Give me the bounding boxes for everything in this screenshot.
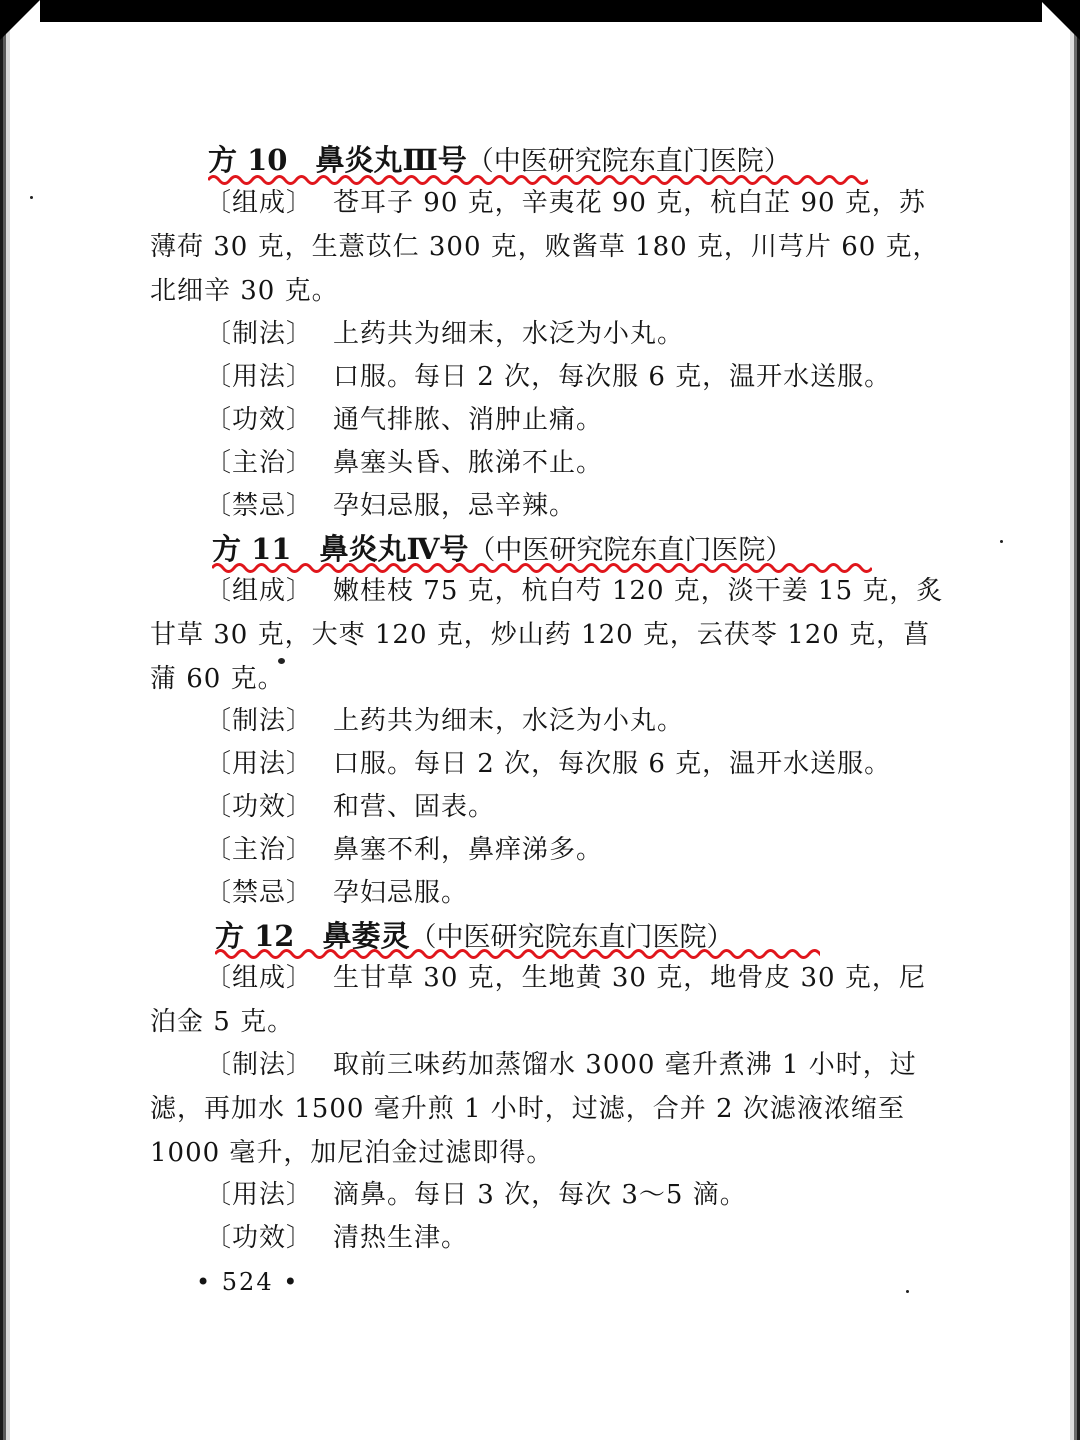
field-text: 苍耳子 90 克，辛夷花 90 克，杭白芷 90 克，苏 xyxy=(333,188,926,218)
field-text: 孕妇忌服。 xyxy=(333,878,469,908)
text-line xyxy=(205,746,1005,782)
field-text: 蒲 60 克。 xyxy=(150,664,285,694)
text-line xyxy=(150,1091,950,1127)
text-line xyxy=(205,1047,1005,1083)
field-label: 〔功效〕 xyxy=(205,1223,314,1253)
text-line xyxy=(205,703,1005,739)
field-label: 〔制法〕 xyxy=(205,319,314,349)
field-label: 〔制法〕 xyxy=(205,706,314,736)
text-line xyxy=(205,1177,1005,1213)
text-line xyxy=(150,273,950,309)
section-name: 鼻炎丸Ⅲ号 xyxy=(315,143,467,177)
field-label: 〔用法〕 xyxy=(205,1180,314,1210)
text-line xyxy=(205,185,1005,221)
section-name: 鼻炎丸Ⅳ号 xyxy=(319,532,469,566)
field-label: 〔功效〕 xyxy=(205,405,314,435)
text-line xyxy=(205,1220,1005,1256)
field-text: 口服。每日 2 次，每次服 6 克，温开水送服。 xyxy=(333,749,892,779)
field-label: 〔功效〕 xyxy=(205,792,314,822)
field-label: 〔用法〕 xyxy=(205,749,314,779)
field-label: 〔主治〕 xyxy=(205,448,314,478)
text-line xyxy=(205,402,1005,438)
field-text: 上药共为细末，水泛为小丸。 xyxy=(333,706,685,736)
text-line xyxy=(205,445,1005,481)
field-text: 滴鼻。每日 3 次，每次 3～5 滴。 xyxy=(333,1180,747,1210)
scan-speck xyxy=(1000,540,1003,543)
field-label: 〔制法〕 xyxy=(205,1050,314,1080)
field-text: 孕妇忌服，忌辛辣。 xyxy=(333,491,577,521)
field-label: 〔禁忌〕 xyxy=(205,878,314,908)
field-text: 清热生津。 xyxy=(333,1223,469,1253)
field-text: 取前三味药加蒸馏水 3000 毫升煮沸 1 小时，过 xyxy=(333,1050,917,1080)
field-text: 滤，再加水 1500 毫升煎 1 小时，过滤，合并 2 次滤液浓缩至 xyxy=(150,1094,905,1124)
field-text: 1000 毫升，加尼泊金过滤即得。 xyxy=(150,1138,554,1168)
section-org: （中医研究院东直门医院） xyxy=(468,535,793,566)
field-text: 鼻塞头昏、脓涕不止。 xyxy=(333,448,604,478)
field-text: 北细辛 30 克。 xyxy=(150,276,339,306)
field-text: 上药共为细末，水泛为小丸。 xyxy=(333,319,685,349)
section-number: 方 10 xyxy=(208,143,288,177)
text-line xyxy=(205,875,1005,911)
text-line xyxy=(205,488,1005,524)
field-label: 〔禁忌〕 xyxy=(205,491,314,521)
field-text: 嫩桂枝 75 克，杭白芍 120 克，淡干姜 15 克，炙 xyxy=(333,576,944,606)
field-label: 〔组成〕 xyxy=(205,188,314,218)
field-label: 〔组成〕 xyxy=(205,576,314,606)
field-text: 通气排脓、消肿止痛。 xyxy=(333,405,604,435)
field-text: 泊金 5 克。 xyxy=(150,1007,295,1037)
field-label: 〔用法〕 xyxy=(205,362,314,392)
section-org: （中医研究院东直门医院） xyxy=(466,146,791,177)
field-text: 和营、固表。 xyxy=(333,792,496,822)
section-number: 方 12 xyxy=(215,919,295,953)
text-line xyxy=(150,617,950,653)
scan-speck xyxy=(30,196,33,199)
field-label: 〔主治〕 xyxy=(205,835,314,865)
section-number: 方 11 xyxy=(212,532,292,566)
scan-speck xyxy=(278,658,285,664)
text-line xyxy=(205,832,1005,868)
text-line xyxy=(205,960,1005,996)
field-text: 鼻塞不利，鼻痒涕多。 xyxy=(333,835,604,865)
text-line xyxy=(150,661,950,697)
text-line xyxy=(150,229,950,265)
text-line xyxy=(205,359,1005,395)
scan-speck xyxy=(906,1290,909,1293)
field-text: 薄荷 30 克，生薏苡仁 300 克，败酱草 180 克，川芎片 60 克， xyxy=(150,232,940,262)
text-line xyxy=(150,1135,950,1171)
field-text: 口服。每日 2 次，每次服 6 克，温开水送服。 xyxy=(333,362,892,392)
field-text: 生甘草 30 克，生地黄 30 克，地骨皮 30 克，尼 xyxy=(333,963,926,993)
text-line xyxy=(205,316,1005,352)
section-org: （中医研究院东直门医院） xyxy=(409,922,734,953)
field-label: 〔组成〕 xyxy=(205,963,314,993)
text-line xyxy=(150,1004,950,1040)
section-name: 鼻萎灵 xyxy=(322,919,410,953)
page-number: • 524 • xyxy=(196,1268,300,1296)
text-line xyxy=(205,789,1005,825)
field-text: 甘草 30 克，大枣 120 克，炒山药 120 克，云茯苓 120 克，菖 xyxy=(150,620,931,650)
text-line xyxy=(205,573,1005,609)
